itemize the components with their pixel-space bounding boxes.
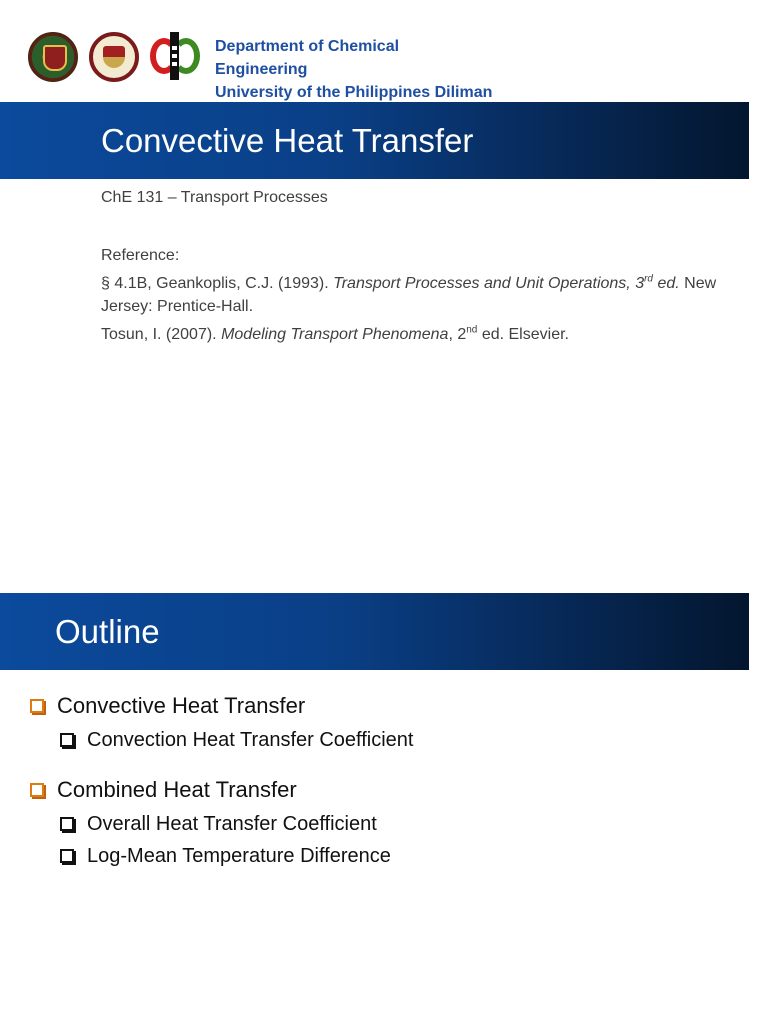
up-seal-icon <box>28 32 78 82</box>
checkbox-bullet-icon <box>60 733 74 747</box>
outline-slide <box>0 590 768 1024</box>
checkbox-bullet-icon <box>60 817 74 831</box>
slide-body <box>101 187 721 346</box>
reference-label: Reference: <box>101 247 180 264</box>
department-line-2: Engineering <box>215 61 308 78</box>
outline-banner <box>0 593 749 670</box>
course-subtitle: ChE 131 – Transport Processes <box>101 189 328 206</box>
department-line-1: Department of Chemical <box>215 38 400 55</box>
sub-list-item-label: Log-Mean Temperature Difference <box>87 845 391 867</box>
sub-list-item-label: Overall Heat Transfer Coefficient <box>87 813 377 835</box>
outline-title: Outline <box>55 613 160 650</box>
ref2-rest: ed. Elsevier. <box>477 326 569 343</box>
reference-geankoplis <box>101 272 721 318</box>
ref1-rest: New Jersey: Prentice-Hall. <box>101 275 717 315</box>
checkbox-bullet-icon <box>30 783 44 797</box>
che-logo-icon <box>150 32 200 82</box>
engineering-seal-icon <box>89 32 139 82</box>
checkbox-bullet-icon <box>60 849 74 863</box>
list-item <box>30 690 413 722</box>
ref1-prefix: § 4.1B, Geankoplis, C.J. (1993). <box>101 275 334 292</box>
ref2-book: Modeling Transport Phenomena <box>221 326 449 343</box>
university-line: University of the Philippines Diliman <box>215 84 493 101</box>
slide-title: Convective Heat Transfer <box>101 122 474 159</box>
list-item-label: Convective Heat Transfer <box>57 693 306 718</box>
sub-list-item <box>60 724 413 756</box>
ref1-book: Transport Processes and Unit Operations, 3 <box>333 275 645 292</box>
ref1-book-end: ed. <box>653 275 680 292</box>
ref2-prefix: Tosun, I. (2007). <box>101 326 222 343</box>
list-item-label: Combined Heat Transfer <box>57 777 297 802</box>
ref2-mid: , 2 <box>448 326 467 343</box>
outline-list <box>30 690 413 872</box>
sub-list-item <box>60 840 413 872</box>
title-banner <box>0 102 749 179</box>
sub-list-item-label: Convection Heat Transfer Coefficient <box>87 729 414 751</box>
ref2-sup: nd <box>466 324 478 336</box>
checkbox-bullet-icon <box>30 699 44 713</box>
sub-list-item <box>60 808 413 840</box>
list-item <box>30 774 413 806</box>
department-name <box>215 35 492 104</box>
ref1-sup: rd <box>644 273 653 285</box>
reference-tosun <box>101 323 721 346</box>
